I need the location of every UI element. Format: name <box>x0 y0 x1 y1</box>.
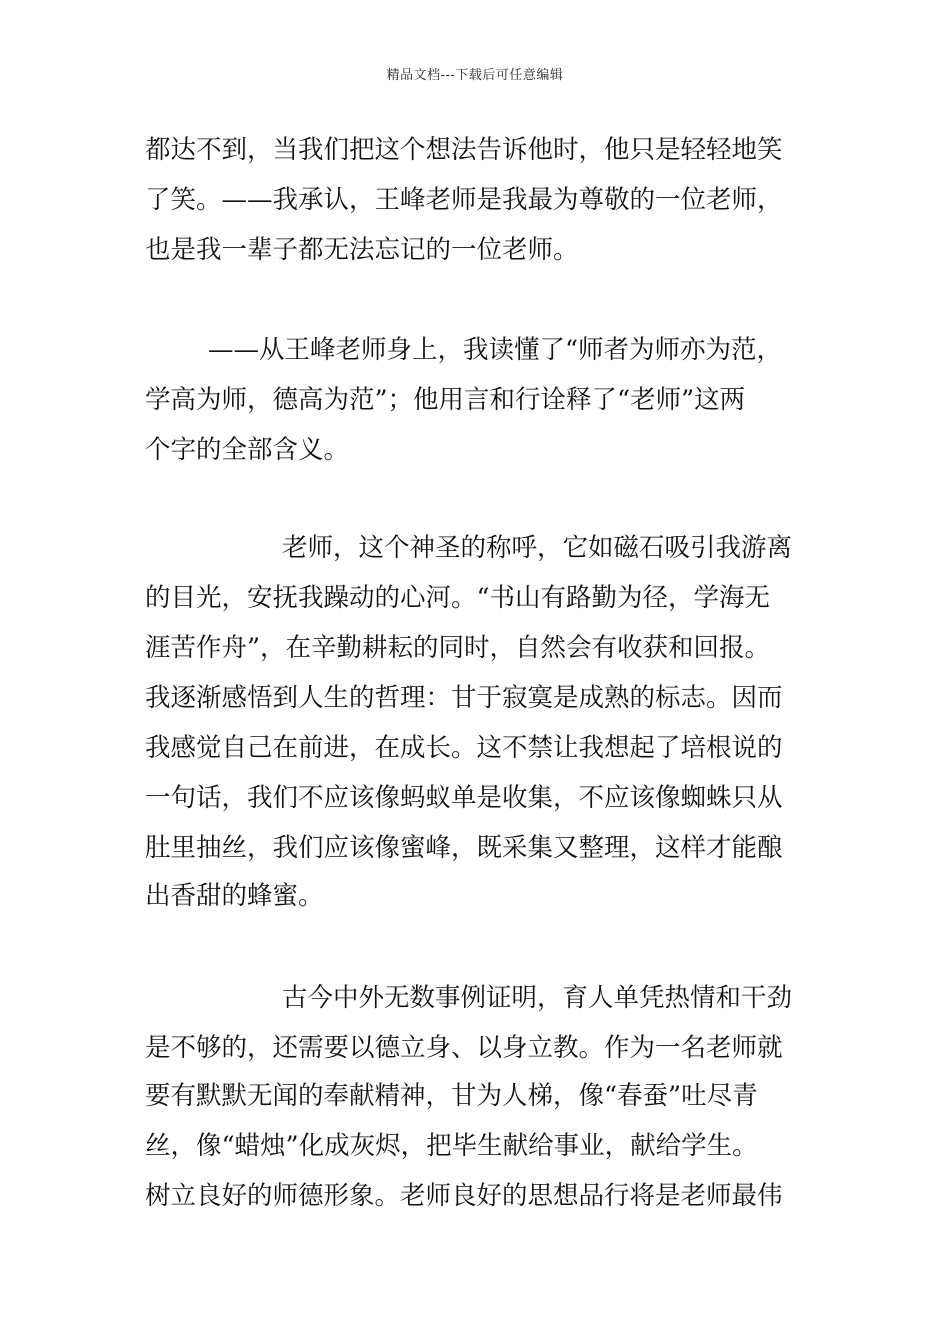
paragraph-3-line-5: 我感觉自己在前进，在成长。这不禁让我想起了培根说的 <box>145 733 783 763</box>
paragraph-2-line-3: 个字的全部含义。 <box>145 435 350 465</box>
paragraph-1-line-3: 也是我一辈子都无法忘记的一位老师。 <box>145 235 579 265</box>
paragraph-4-line-1: 古今中外无数事例证明，育人单凭热情和干劲 <box>282 983 793 1013</box>
paragraph-1-line-2: 了笑。——我承认，王峰老师是我最为尊敬的一位老师， <box>145 185 783 215</box>
paragraph-4-line-3: 要有默默无闻的奉献精神，甘为人梯，像“春蚕”吐尽青 <box>145 1081 758 1111</box>
paragraph-3-line-4: 我逐渐感悟到人生的哲理：甘于寂寞是成熟的标志。因而 <box>145 683 783 713</box>
paragraph-1-line-1: 都达不到，当我们把这个想法告诉他时，他只是轻轻地笑 <box>145 135 783 165</box>
paragraph-3-line-8: 出香甜的蜂蜜。 <box>145 881 324 911</box>
paragraph-3-line-6: 一句话，我们不应该像蚂蚁单是收集，不应该像蜘蛛只从 <box>145 783 783 813</box>
paragraph-3-line-1: 老师，这个神圣的称呼，它如磁石吸引我游离 <box>282 533 793 563</box>
paragraph-4-line-4: 丝，像“蜡烛”化成灰烬，把毕生献给事业，献给学生。 <box>145 1131 758 1161</box>
paragraph-2-line-2: 学高为师，德高为范”；他用言和行诠释了“老师”这两 <box>145 385 746 415</box>
page-header: 精品文档---下载后可任意编辑 <box>386 68 564 83</box>
paragraph-2-line-1: ——从王峰老师身上，我读懂了“师者为师亦为范， <box>208 335 783 365</box>
paragraph-4-line-2: 是不够的，还需要以德立身、以身立教。作为一名老师就 <box>145 1033 783 1063</box>
paragraph-3-line-3: 涯苦作舟”，在辛勤耕耘的同时，自然会有收获和回报。 <box>145 633 771 663</box>
paragraph-4-line-5: 树立良好的师德形象。老师良好的思想品行将是老师最伟 <box>145 1181 783 1211</box>
paragraph-3-line-2: 的目光，安抚我躁动的心河。“书山有路勤为径，学海无 <box>145 583 771 613</box>
paragraph-3-line-7: 肚里抽丝，我们应该像蜜峰，既采集又整理，这样才能酿 <box>145 833 783 863</box>
